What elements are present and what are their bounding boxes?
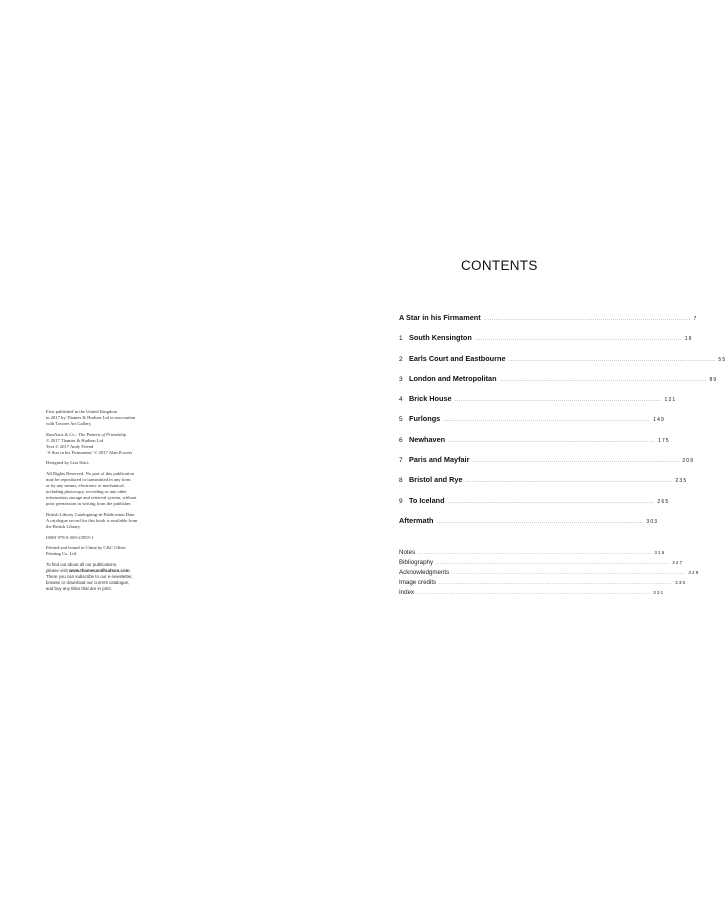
chapter-number: 8 [399, 477, 403, 485]
colophon-book-title: Ravilious & Co.: The Pattern of Friendship [46, 431, 127, 437]
toc-entry[interactable] [399, 414, 666, 434]
chapter-number: 6 [399, 436, 403, 444]
colophon-copyright [46, 432, 174, 456]
page-number: 327 [672, 560, 684, 565]
back-matter-entry[interactable] [399, 569, 700, 579]
colophon-line: There you can subscribe to our e-newsletter, [46, 573, 133, 579]
colophon-line: Printing Co. Ltd. [46, 551, 78, 557]
back-matter-title: Acknowledgments [399, 569, 450, 576]
dot-leader: ........................................................................................................ [483, 316, 691, 322]
dot-leader: ........................................................................................................ [508, 356, 716, 363]
table-of-contents [399, 313, 726, 536]
back-matter-title: Notes [399, 549, 416, 556]
colophon-line: ‘A Star in his Firmament’ © 2017 Alan Powers [46, 449, 133, 455]
chapter-title: Earls Court and Eastbourne [409, 353, 506, 363]
toc-entry[interactable] [399, 353, 726, 374]
chapter-title: South Kensington [409, 333, 472, 343]
page-number: 209 [682, 458, 695, 465]
colophon-line: To find out about all our publications, [46, 561, 118, 567]
dot-leader: .............................................................................................................................. [452, 570, 686, 575]
toc-entry[interactable] [399, 455, 695, 475]
colophon-line: and buy any titles that are in print. [46, 585, 112, 591]
toc-entry[interactable] [399, 394, 677, 414]
chapter-title: Furlongs [409, 414, 441, 424]
contents-heading: CONTENTS [461, 258, 538, 273]
chapter-number: 2 [399, 355, 403, 363]
chapter-title: Paris and Mayfair [409, 455, 470, 465]
colophon-line: © 2017 Thames & Hudson Ltd [46, 437, 104, 443]
colophon-line: in 2017 by Thames & Hudson Ltd in association [46, 415, 136, 421]
colophon-printer [46, 545, 174, 557]
chapter-number: 9 [399, 497, 403, 505]
page-number: 235 [675, 478, 688, 485]
chapter-number: 4 [399, 396, 403, 404]
colophon-line: A catalogue record for this book is available from [46, 517, 138, 523]
page-number: 149 [653, 417, 666, 424]
colophon-designer [46, 460, 174, 466]
colophon-line: please visit www.thamesandhudson.com. [46, 567, 131, 573]
colophon-line: may be reproduced or transmitted in any form [46, 477, 131, 483]
colophon-rights [46, 471, 174, 508]
dot-leader: ........................................................................................................ [443, 417, 651, 424]
page-number: 55 [718, 356, 726, 363]
colophon-line: information storage and retrieval system, without [46, 495, 137, 501]
colophon-line: All Rights Reserved. No part of this publication [46, 470, 135, 476]
colophon-line: First published in the United Kingdom [46, 409, 118, 414]
toc-entry[interactable] [399, 434, 670, 455]
back-matter-list [399, 549, 700, 599]
colophon-line: browse or download our current catalogue, [46, 579, 130, 585]
page-number: 265 [657, 498, 670, 505]
colophon-line: or by any means, electronic or mechanical, [46, 483, 125, 489]
page-number: 331 [653, 590, 665, 595]
chapter-title: Bristol and Rye [409, 475, 463, 485]
chapter-title: London and Metropolitan [409, 373, 497, 383]
dot-leader: ........................................................................................................ [499, 376, 707, 383]
toc-entry[interactable] [399, 333, 693, 353]
colophon-line: with Towner Art Gallery [46, 421, 92, 427]
back-matter-title: Index [399, 589, 415, 596]
dot-leader: ........................................................................................................ [436, 518, 644, 525]
colophon-line: prior permission in writing from the publisher. [46, 501, 132, 507]
chapter-title: Brick House [409, 394, 452, 404]
dot-leader: ........................................................................................................ [465, 478, 673, 485]
toc-entry[interactable] [399, 313, 698, 333]
colophon-line: including photocopy, recording or any other [46, 489, 127, 495]
back-matter-entry[interactable] [399, 589, 665, 599]
colophon-line: Designed by Lisa Ifsits [46, 460, 89, 466]
back-matter-title: Bibliography [399, 559, 434, 566]
chapter-number: 1 [399, 335, 403, 343]
colophon-line: the British Library [46, 524, 81, 530]
dot-leader: ........................................................................................................ [474, 336, 682, 343]
dot-leader: .............................................................................................................................. [436, 560, 670, 565]
page-number: 316 [654, 550, 666, 555]
colophon [46, 409, 174, 596]
dot-leader: ........................................................................................................ [447, 498, 655, 505]
page-number: 121 [664, 397, 677, 404]
chapter-title: Aftermath [399, 515, 434, 525]
colophon-line: ISBN 978-0-500-23955-1 [46, 534, 94, 540]
colophon-website-note [46, 562, 174, 592]
chapter-title: Newhaven [409, 434, 446, 444]
dot-leader: ........................................................................................................ [454, 397, 662, 404]
chapter-number: 7 [399, 457, 403, 465]
colophon-line: British Library Cataloguing-in-Publication Data [46, 511, 135, 517]
chapter-number: 3 [399, 375, 403, 383]
page-number: 330 [675, 580, 687, 585]
back-matter-entry[interactable] [399, 579, 687, 589]
page-number: 89 [709, 376, 718, 383]
chapter-title: A Star in his Firmament [399, 313, 481, 322]
colophon-publication-note [46, 409, 174, 427]
toc-entry[interactable] [399, 515, 659, 536]
publisher-website-link[interactable]: www.thamesandhudson.com [68, 567, 130, 573]
chapter-number: 5 [399, 416, 403, 424]
page-number: 303 [646, 518, 659, 525]
back-matter-title: Image credits [399, 579, 437, 586]
dot-leader: .............................................................................................................................. [439, 580, 673, 585]
toc-entry[interactable] [399, 373, 718, 394]
page-number: 329 [688, 570, 700, 575]
dot-leader: .............................................................................................................................. [417, 590, 651, 595]
colophon-line: Text © 2017 Andy Friend [46, 443, 94, 449]
colophon-isbn [46, 535, 174, 541]
page-number: 7 [693, 316, 698, 322]
chapter-title: To Iceland [409, 495, 445, 505]
page-number: 19 [684, 336, 693, 343]
page-number: 175 [657, 437, 670, 444]
toc-entry[interactable] [399, 475, 688, 495]
colophon-cataloguing [46, 512, 174, 530]
dot-leader: ........................................................................................................ [472, 458, 680, 465]
back-matter-entry[interactable] [399, 559, 684, 569]
colophon-line: Printed and bound in China by C&C Offset [46, 545, 126, 551]
toc-entry[interactable] [399, 495, 670, 516]
dot-leader: ........................................................................................................ [448, 437, 655, 444]
dot-leader: .............................................................................................................................. [418, 550, 652, 555]
back-matter-entry[interactable] [399, 549, 666, 559]
